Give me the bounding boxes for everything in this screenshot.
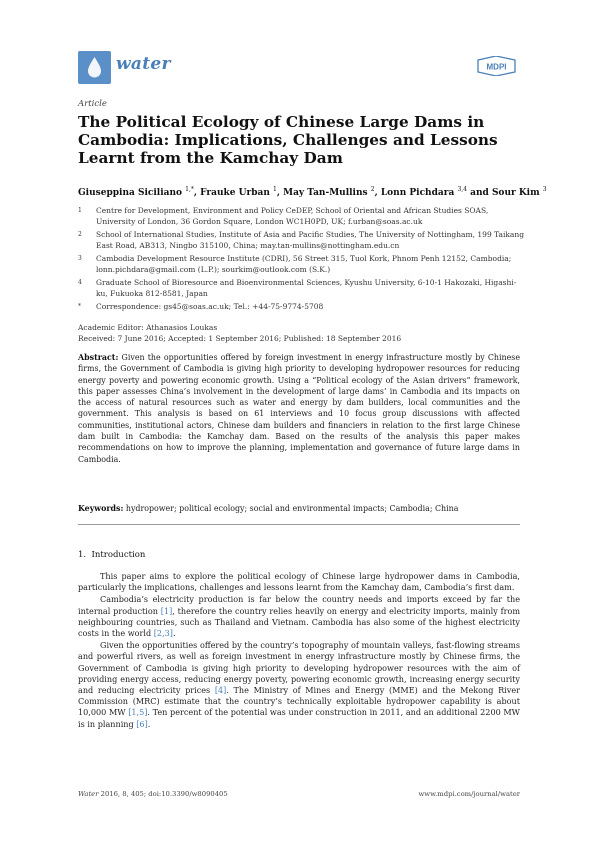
- affiliation-number: 2: [78, 231, 82, 239]
- body-text-segment: . Ten percent of the potential was under construction in 2011, and an additional 2200 MW is in planning: [78, 707, 520, 729]
- author-affiliation-mark: 1: [273, 186, 277, 193]
- correspondence-text: Correspondence: gs45@soas.ac.uk; Tel.: +44-75-9774-5708: [96, 302, 324, 312]
- body-text-segment: This paper aims to explore the political ecology of Chinese large hydropower dams in Cambodia, particularly the implications, challenges and lessons learnt from the Kamchay dam, Cambodia’s first dam.: [78, 571, 520, 593]
- citation-link[interactable]: [6]: [136, 718, 148, 729]
- body-text: [78, 571, 520, 731]
- citation-link[interactable]: [1,5]: [128, 707, 148, 718]
- affiliation-text: School of International Studies, Institute of Asia and Pacific Studies, The University of Nottingham, 199 Taikang East Road, AB313, Ningbo 315100, China; may.tan-mullins@nottingham.edu.cn: [96, 230, 525, 250]
- author-affiliation-mark: 3,4: [457, 186, 467, 193]
- author-name: Frauke Urban: [200, 188, 270, 198]
- footer-citation: [78, 790, 228, 798]
- section-divider: [78, 524, 520, 525]
- paper-title: The Political Ecology of Chinese Large Dams in Cambodia: Implications, Challenges and Lessons Learnt from the Kamchay Dam: [78, 113, 498, 167]
- keywords-text: hydropower; political ecology; social and environmental impacts; Cambodia; China: [125, 504, 459, 513]
- author-separator: and: [467, 188, 492, 198]
- keywords-label: Keywords:: [78, 504, 124, 513]
- abstract-label: Abstract:: [78, 353, 119, 362]
- affiliation-item: [78, 254, 528, 276]
- affiliation-list: [78, 206, 528, 316]
- author-list: [78, 186, 547, 198]
- affiliation-text: Graduate School of Bioresource and Bioenvironmental Sciences, Kyushu University, 6-10-1 Hakozaki, Higashi-ku, Fukuoka 812-8581, Japan: [96, 278, 517, 299]
- correspondence-item: [78, 302, 528, 313]
- section-heading: [78, 550, 145, 560]
- author-affiliation-mark: 2: [370, 186, 375, 193]
- citation-link[interactable]: [2,3]: [153, 628, 173, 639]
- author-affiliation-mark: 3: [542, 186, 547, 193]
- author-separator: ,: [374, 188, 381, 198]
- section-number: 1.: [78, 550, 87, 560]
- body-text-segment: .: [147, 718, 151, 729]
- keywords: [78, 503, 520, 514]
- journal-name: water: [116, 54, 171, 74]
- publication-dates: Received: 7 June 2016; Accepted: 1 September 2016; Published: 18 September 2016: [78, 334, 402, 343]
- author-name: Lonn Pichdara: [380, 188, 455, 198]
- mdpi-logo-text: MDPI: [486, 62, 507, 72]
- citation-link[interactable]: [1]: [160, 605, 173, 616]
- body-text-segment: Cambodia’s electricity production is far below the country needs and imports exceed by far the internal production: [78, 594, 520, 616]
- author-separator: ,: [193, 188, 201, 198]
- editor-and-dates: [78, 322, 518, 344]
- affiliation-item: [78, 278, 528, 300]
- abstract-text: Given the opportunities offered by foreign investment in energy infrastructure mostly by Chinese firms, the Government of Cambodia is giving high priority to developing hydropower resources for reducing energy poverty and powering economic growth. Using a “Political ecology of the Asian drivers” framework, this paper assesses China’s involvement in the development of large dams’ in Cambodia and its impacts on the access of natural resources such as water and energy by dam builders, local communities and the government. This analysis is based on 61 interviews and 10 focus group discussions with affected communities, institutional actors, Chinese dam builders and financiers in relation to the first large Chinese dam built in Cambodia: the Kamchay dam. Based on the results of the analysis this paper makes recommendations on how to improve the planning, implementation and governance of future large dams in Cambodia.: [78, 353, 520, 464]
- body-text-segment: . The Ministry of Mines and Energy (MME) and the Mekong River Commission (MRC) estimate that the country’s technically exploitable hydropower capability is about 10,000 MW: [78, 685, 520, 718]
- section-title: Introduction: [91, 550, 146, 560]
- body-text-segment: , therefore the country relies heavily on energy and electricity imports, mainly from neighbouring countries, such as Thailand and Vietnam. Cambodia has also some of the highest electricity costs in the world: [78, 605, 521, 639]
- water-drop-icon: [78, 51, 111, 84]
- footer-url[interactable]: www.mdpi.com/journal/water: [418, 790, 520, 798]
- author-name: Giuseppina Siciliano: [78, 188, 182, 198]
- body-paragraph: [78, 594, 520, 639]
- author-separator: ,: [276, 188, 284, 198]
- affiliation-text: Centre for Development, Environment and Policy CeDEP, School of Oriental and African Studies SOAS, University of London, 36 Gordon Square, London WC1H0PD, UK; f.urban@soas.ac.uk: [96, 206, 489, 226]
- affiliation-item: [78, 206, 528, 228]
- affiliation-number: 1: [78, 207, 82, 214]
- affiliation-number: *: [78, 303, 81, 311]
- affiliation-number: 4: [78, 279, 82, 287]
- body-paragraph: [78, 571, 520, 593]
- author-affiliation-mark: 1,*: [185, 186, 194, 193]
- affiliation-number: 3: [78, 255, 82, 263]
- abstract: [78, 352, 520, 465]
- footer-journal: Water: [78, 790, 99, 798]
- author-name: May Tan-Mullins: [283, 188, 368, 198]
- academic-editor: Academic Editor: Athanasios Loukas: [78, 323, 218, 332]
- body-text-segment: .: [172, 628, 176, 639]
- footer-doi: 2016, 8, 405; doi:10.3390/w8090405: [98, 790, 228, 798]
- body-text-segment: Given the opportunities offered by the country’s topography of mountain valleys, fast-flowing streams and powerful rivers, as well as foreign investment in energy infrastructure mostly by Chinese firms, the Government of Cambodia is giving high priority to developing hydropower resources with the aim of providing energy access, reducing energy poverty, powering economic growth, increasing energy security and reducing electricity prices: [78, 640, 520, 696]
- author-name: Sour Kim: [491, 188, 540, 198]
- article-type: Article: [78, 99, 107, 109]
- affiliation-text: Cambodia Development Resource Institute (CDRI), 56 Street 315, Tuol Kork, Phnom Penh 12152, Cambodia; lonn.pichdara@gmail.com (L.P.); sourkim@outlook.com (S.K.): [96, 254, 512, 274]
- body-paragraph: [78, 640, 520, 730]
- citation-link[interactable]: [4]: [214, 685, 227, 696]
- mdpi-logo-icon: [474, 56, 519, 76]
- affiliation-item: [78, 230, 528, 252]
